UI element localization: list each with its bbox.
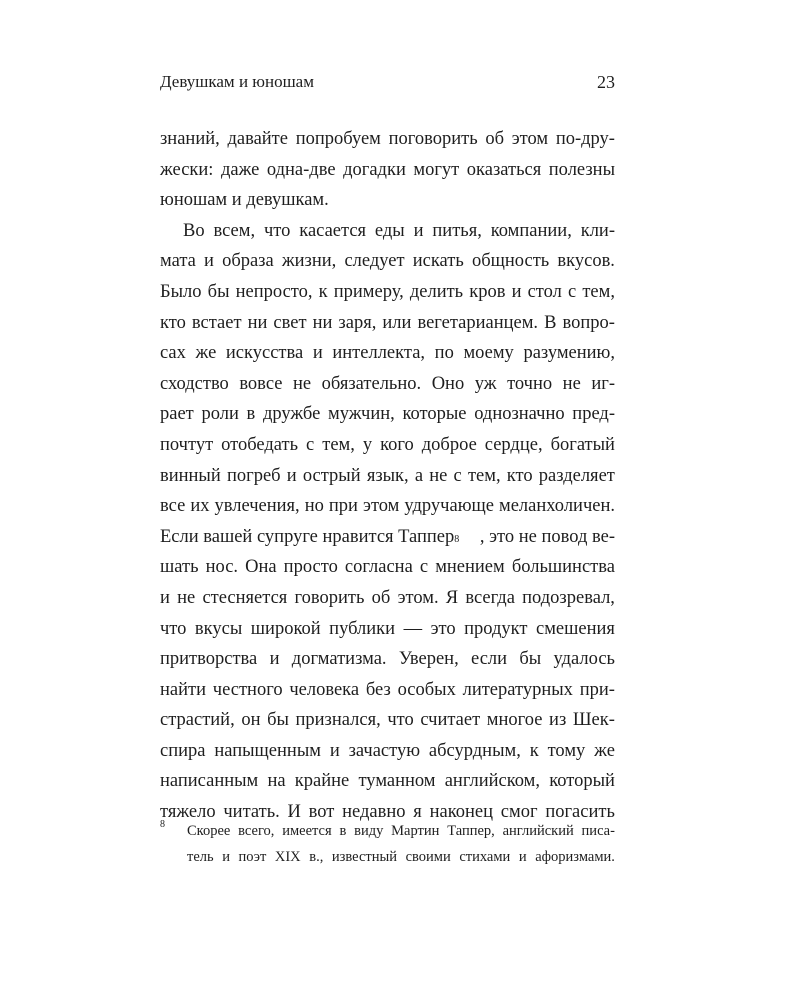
- word: язык,: [366, 465, 409, 486]
- word: винный: [160, 465, 221, 486]
- word: делить: [409, 281, 464, 302]
- word: без: [365, 679, 391, 700]
- word: мнением: [435, 557, 505, 578]
- word: и: [269, 649, 280, 670]
- word: к: [529, 740, 539, 761]
- word: рает: [160, 404, 194, 425]
- word: заря,: [338, 312, 377, 333]
- word: абсурдным,: [428, 740, 521, 761]
- word: тем,: [582, 281, 615, 302]
- text-line-part: Если вашей супруге нравится Таппер: [160, 526, 455, 547]
- word: вегетарианцем.: [417, 312, 539, 333]
- text-line: юношам и девушкам.: [160, 190, 329, 211]
- word: писа-: [581, 823, 615, 839]
- word: погреб: [226, 465, 281, 486]
- word: непросто,: [235, 281, 313, 302]
- word: И: [287, 802, 301, 823]
- word: недавно: [342, 802, 406, 823]
- text-line: [160, 124, 615, 155]
- word: широкой: [250, 618, 321, 639]
- word: читать.: [223, 802, 280, 823]
- word: об: [371, 587, 391, 608]
- word: ни: [247, 312, 268, 333]
- text-line: [160, 277, 615, 308]
- text-line: [160, 461, 615, 492]
- word: кто: [506, 465, 533, 486]
- word: тем,: [322, 434, 355, 455]
- word: и: [413, 220, 424, 241]
- word: в: [246, 404, 256, 425]
- word: же: [594, 740, 615, 761]
- word: жески:: [160, 159, 214, 180]
- word: и: [160, 587, 170, 608]
- word: признался,: [295, 710, 381, 731]
- word: этом: [363, 496, 400, 517]
- word: однозначно: [474, 404, 565, 425]
- word: вот: [308, 802, 335, 823]
- word: поэт: [238, 849, 267, 865]
- word: об: [485, 129, 505, 149]
- word: вкусы: [194, 618, 243, 639]
- word: не: [562, 373, 581, 394]
- word: догматизма.: [291, 649, 387, 670]
- word: туманном: [358, 771, 436, 792]
- word: при-: [579, 679, 615, 700]
- word: касается: [299, 220, 367, 241]
- word: а: [414, 465, 424, 486]
- word: давайте: [227, 129, 288, 149]
- word: я: [413, 802, 422, 823]
- word: дружбе: [262, 404, 321, 425]
- word: напыщенным: [214, 740, 321, 761]
- word: Мартин: [391, 823, 440, 839]
- word: нос.: [205, 557, 239, 578]
- word: удалось: [553, 649, 615, 670]
- word: но: [304, 496, 324, 517]
- word: кров: [469, 281, 506, 302]
- word: сах: [160, 343, 186, 364]
- word: иг-: [591, 373, 615, 394]
- text-line: [160, 399, 615, 430]
- word: в.,: [309, 849, 324, 865]
- word: сердце,: [484, 434, 543, 455]
- text-line: [160, 736, 615, 767]
- word: не: [293, 373, 312, 394]
- word: по: [434, 343, 454, 364]
- word: роли: [201, 404, 239, 425]
- word: поговорить: [388, 129, 478, 149]
- word: известный: [331, 849, 398, 865]
- word: уж: [474, 373, 497, 394]
- word: публики: [329, 618, 396, 639]
- text-line: [160, 369, 615, 400]
- word: Шек-: [572, 710, 615, 731]
- word: Скорее: [187, 823, 231, 839]
- word: богатый: [550, 434, 615, 455]
- word: тому: [547, 740, 586, 761]
- word: смог: [500, 802, 538, 823]
- word: разделяет: [538, 465, 615, 486]
- word: сходство: [160, 373, 229, 394]
- word: острый: [302, 465, 361, 486]
- text-line: [160, 614, 615, 645]
- word: обязательно.: [321, 373, 422, 394]
- word: Было: [160, 281, 202, 302]
- word: виду: [354, 823, 384, 839]
- word: искусства: [225, 343, 304, 364]
- text-line: [160, 644, 615, 675]
- word: оказаться: [466, 159, 542, 180]
- text-line: [160, 308, 615, 339]
- word: мужчин,: [328, 404, 395, 425]
- word: удручающе: [404, 496, 494, 517]
- word: кто: [160, 312, 186, 333]
- word: примеру,: [333, 281, 404, 302]
- word: Я: [445, 587, 459, 608]
- paragraph-first-line: [160, 216, 615, 247]
- word: английский: [502, 823, 574, 839]
- word: смешения: [536, 618, 615, 639]
- text-line: [160, 583, 615, 614]
- word: тяжело: [160, 802, 216, 823]
- word: свет: [273, 312, 307, 333]
- word: следует: [344, 251, 405, 272]
- word: жизни,: [281, 251, 337, 272]
- footnote-marker: 8: [160, 819, 165, 830]
- word: еды: [374, 220, 405, 241]
- text-line: [160, 491, 615, 522]
- word: написанным: [160, 771, 259, 792]
- word: не: [177, 587, 196, 608]
- word: к: [318, 281, 328, 302]
- text-line: [160, 552, 615, 583]
- word: полезны: [548, 159, 615, 180]
- word: тель: [187, 849, 214, 865]
- word: зачастую: [348, 740, 421, 761]
- word: вопро-: [562, 312, 615, 333]
- word: попробуем: [295, 129, 381, 149]
- word: точно: [507, 373, 553, 394]
- word: говорить: [294, 587, 365, 608]
- word: и: [518, 849, 527, 865]
- word: встает: [191, 312, 242, 333]
- word: общность: [471, 251, 550, 272]
- word: почтут: [160, 434, 214, 455]
- word: что: [387, 710, 414, 731]
- text-line: [160, 705, 615, 736]
- word: или: [382, 312, 412, 333]
- word: всегда: [465, 587, 515, 608]
- word: всего,: [238, 823, 275, 839]
- word: если: [471, 649, 508, 670]
- word: наконец: [429, 802, 494, 823]
- word: знаний,: [160, 129, 220, 149]
- word: по-дру-: [555, 129, 615, 149]
- word: имеется: [282, 823, 332, 839]
- text-line-with-footnote-ref: Если вашей супруге нравится Таппер 8 , это не повод ве-: [160, 522, 615, 553]
- word: погасить: [545, 802, 615, 823]
- word: Во: [183, 220, 205, 241]
- text-line: [160, 675, 615, 706]
- word: и: [511, 281, 522, 302]
- word: с: [453, 465, 462, 486]
- word: стихами: [459, 849, 511, 865]
- running-title: Девушкам и юношам: [160, 72, 314, 91]
- word: и: [329, 740, 340, 761]
- word: XIX: [274, 849, 301, 865]
- word: даже: [220, 159, 260, 180]
- word: просто: [283, 557, 338, 578]
- word: Уверен,: [398, 649, 459, 670]
- word: это: [430, 618, 456, 639]
- word: могут: [413, 159, 460, 180]
- text-line: [160, 338, 615, 369]
- word: образа: [222, 251, 274, 272]
- word: этом: [511, 129, 549, 149]
- body-text: [160, 124, 615, 828]
- word: вовсе: [239, 373, 283, 394]
- word: меланхоличен.: [499, 496, 615, 517]
- word: бы: [207, 281, 230, 302]
- word: с: [306, 434, 315, 455]
- word: которые: [402, 404, 467, 425]
- text-line: [160, 430, 615, 461]
- word: ни: [312, 312, 333, 333]
- word: Таппер,: [447, 823, 495, 839]
- word: этом.: [397, 587, 439, 608]
- word: кого: [380, 434, 414, 455]
- word: на: [267, 771, 286, 792]
- word: одна-две: [266, 159, 336, 180]
- text-line-part: , это не повод ве-: [479, 526, 615, 547]
- word: увлечения,: [214, 496, 300, 517]
- page-number: 23: [597, 72, 615, 92]
- word: согласна: [344, 557, 413, 578]
- word: тем,: [467, 465, 501, 486]
- word: своими: [405, 849, 451, 865]
- word: догадки: [343, 159, 406, 180]
- word: афоризмами.: [535, 849, 615, 865]
- word: литературных: [462, 679, 573, 700]
- text-line: [160, 766, 615, 797]
- word: стесняется: [202, 587, 288, 608]
- word: всем,: [213, 220, 256, 241]
- word: продукт: [464, 618, 528, 639]
- word: считает: [420, 710, 481, 731]
- word: подозревал,: [522, 587, 615, 608]
- word: найти: [160, 679, 206, 700]
- text-line: [160, 246, 615, 277]
- word: большинства: [511, 557, 615, 578]
- word: который: [549, 771, 615, 792]
- word: что: [263, 220, 291, 241]
- word: пред-: [572, 404, 615, 425]
- word: страстий,: [160, 710, 235, 731]
- word: бы: [267, 710, 289, 731]
- word: что: [160, 618, 187, 639]
- word: питья,: [432, 220, 482, 241]
- word: компании,: [490, 220, 572, 241]
- word: разумению,: [523, 343, 615, 364]
- word: интеллекта,: [332, 343, 426, 364]
- word: Оно: [431, 373, 465, 394]
- word: притворства: [160, 649, 258, 670]
- word: бы: [519, 649, 542, 670]
- word: честного: [212, 679, 283, 700]
- word: —: [403, 618, 423, 639]
- word: английском,: [444, 771, 541, 792]
- word: с: [419, 557, 429, 578]
- word: все: [160, 496, 186, 517]
- word: особых: [397, 679, 456, 700]
- word: и: [222, 849, 230, 865]
- word: их: [190, 496, 210, 517]
- word: В: [544, 312, 557, 333]
- footnote-line: [160, 844, 615, 870]
- word: он: [241, 710, 261, 731]
- word: с: [568, 281, 577, 302]
- word: спира: [160, 740, 206, 761]
- word: мата: [160, 251, 196, 272]
- word: моему: [463, 343, 514, 364]
- word: многое: [486, 710, 543, 731]
- word: отобедать: [221, 434, 299, 455]
- word: искать: [412, 251, 464, 272]
- word: человека: [289, 679, 360, 700]
- word: и: [204, 251, 214, 272]
- word: при: [328, 496, 358, 517]
- word: доброе: [421, 434, 477, 455]
- text-line: [160, 155, 615, 186]
- word: у: [362, 434, 373, 455]
- word: и: [286, 465, 297, 486]
- word: и: [312, 343, 323, 364]
- word: в: [339, 823, 347, 839]
- footnote-line: [160, 818, 615, 844]
- word: шать: [160, 557, 199, 578]
- word: вкусов.: [557, 251, 615, 272]
- word: не: [429, 465, 448, 486]
- word: Она: [245, 557, 277, 578]
- word: же: [195, 343, 217, 364]
- running-header: [160, 70, 615, 94]
- word: крайне: [294, 771, 350, 792]
- footnote: [160, 818, 615, 870]
- word: стол: [527, 281, 562, 302]
- word: кли-: [580, 220, 615, 241]
- word: из: [549, 710, 567, 731]
